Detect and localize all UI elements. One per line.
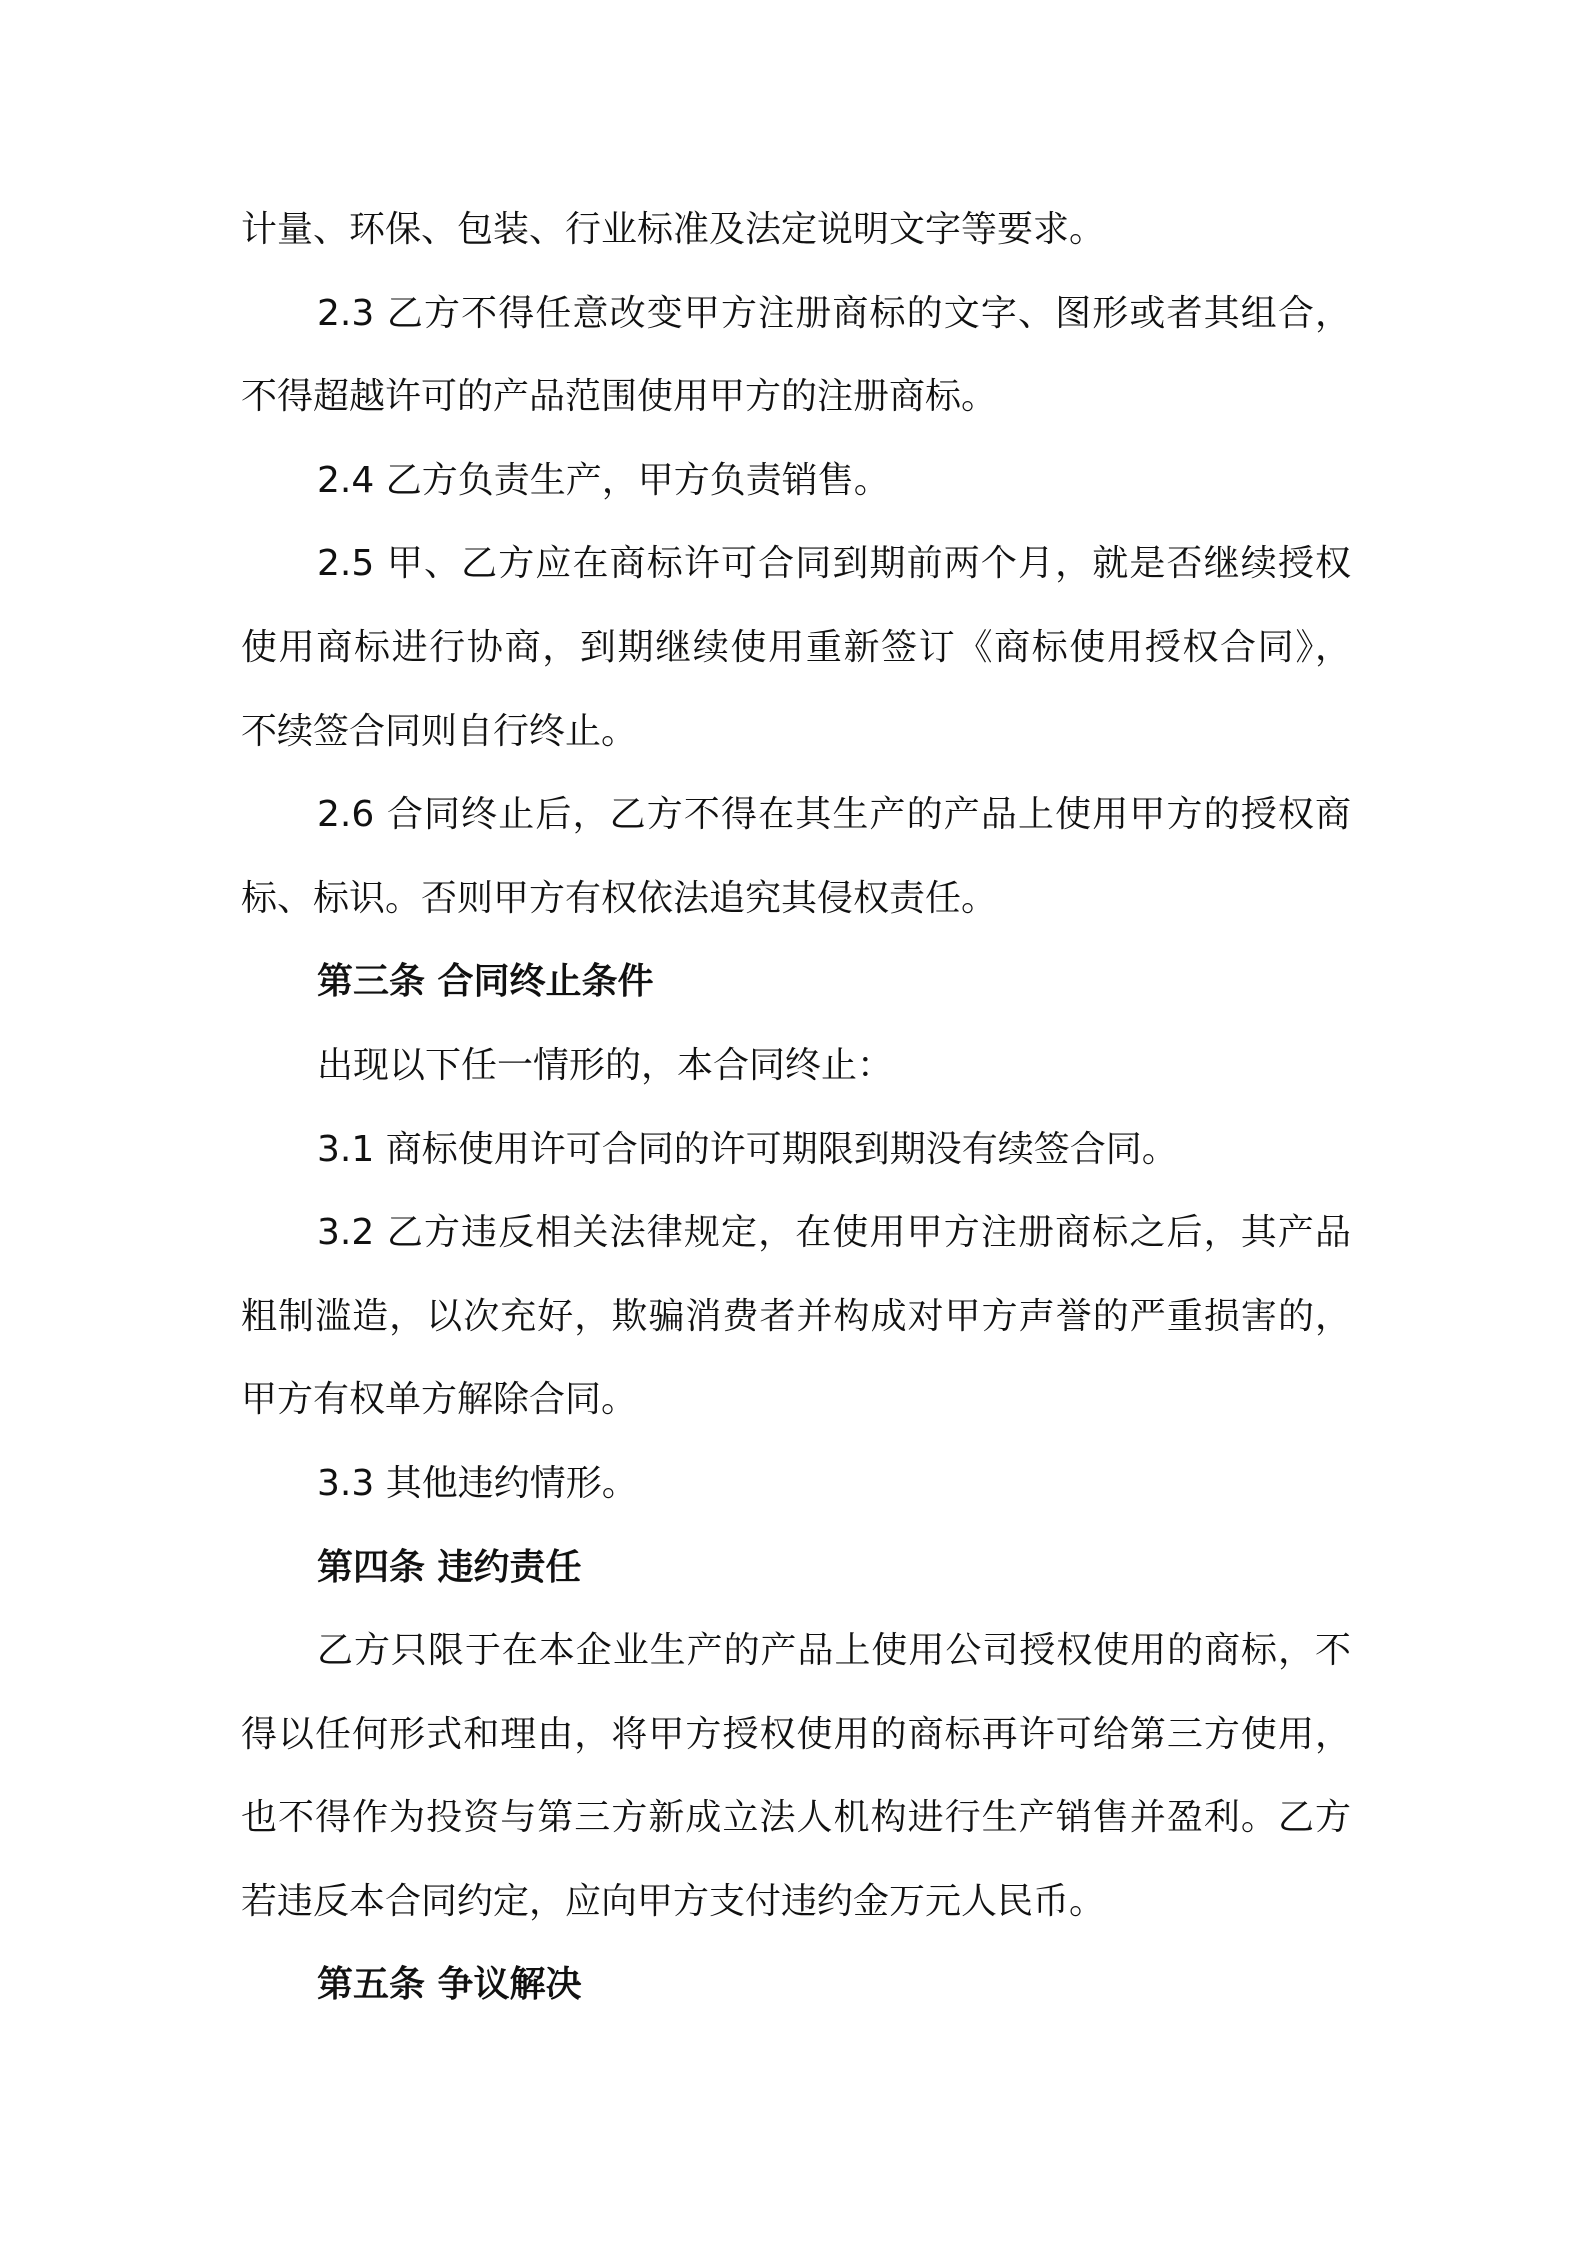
section-heading: 第三条 合同终止条件 [317,961,654,1003]
document-line: 2.5 甲、乙方应在商标许可合同到期前两个月，就是否继续授权 [317,543,1351,585]
document-line: 不续签合同则自行终止。 [241,710,638,752]
document-line: 2.6 合同终止后，乙方不得在其生产的产品上使用甲方的授权商 [317,794,1351,836]
document-line: 乙方只限于在本企业生产的产品上使用公司授权使用的商标，不 [317,1630,1351,1672]
document-line: 标、标识。否则甲方有权依法追究其侵权责任。 [241,877,998,919]
document-line: 3.3 其他违约情形。 [317,1462,638,1504]
document-line: 2.3 乙方不得任意改变甲方注册商标的文字、图形或者其组合， [317,292,1351,334]
document-line: 粗制滥造，以次充好，欺骗消费者并构成对甲方声誉的严重损害的， [241,1295,1351,1337]
section-heading: 第四条 违约责任 [317,1546,582,1588]
document-line: 计量、环保、包装、行业标准及法定说明文字等要求。 [241,209,1106,250]
document-line: 3.1 商标使用许可合同的许可期限到期没有续签合同。 [317,1128,1178,1170]
document-line: 3.2 乙方违反相关法律规定，在使用甲方注册商标之后，其产品 [317,1212,1351,1254]
document-line: 得以任何形式和理由，将甲方授权使用的商标再许可给第三方使用， [241,1713,1351,1755]
document-line: 也不得作为投资与第三方新成立法人机构进行生产销售并盈利。乙方 [241,1797,1351,1839]
document-line: 不得超越许可的产品范围使用甲方的注册商标。 [241,376,998,418]
section-heading: 第五条 争议解决 [317,1964,582,2006]
document-line: 2.4 乙方负责生产，甲方负责销售。 [317,459,890,501]
document-line: 甲方有权单方解除合同。 [241,1379,638,1421]
document-line: 使用商标进行协商，到期继续使用重新签订《商标使用授权合同》， [241,626,1351,668]
document-line: 若违反本合同约定，应向甲方支付违约金万元人民币。 [241,1880,1106,1922]
document-body [241,196,1351,2035]
document-line: 出现以下任一情形的，本合同终止： [317,1044,894,1086]
